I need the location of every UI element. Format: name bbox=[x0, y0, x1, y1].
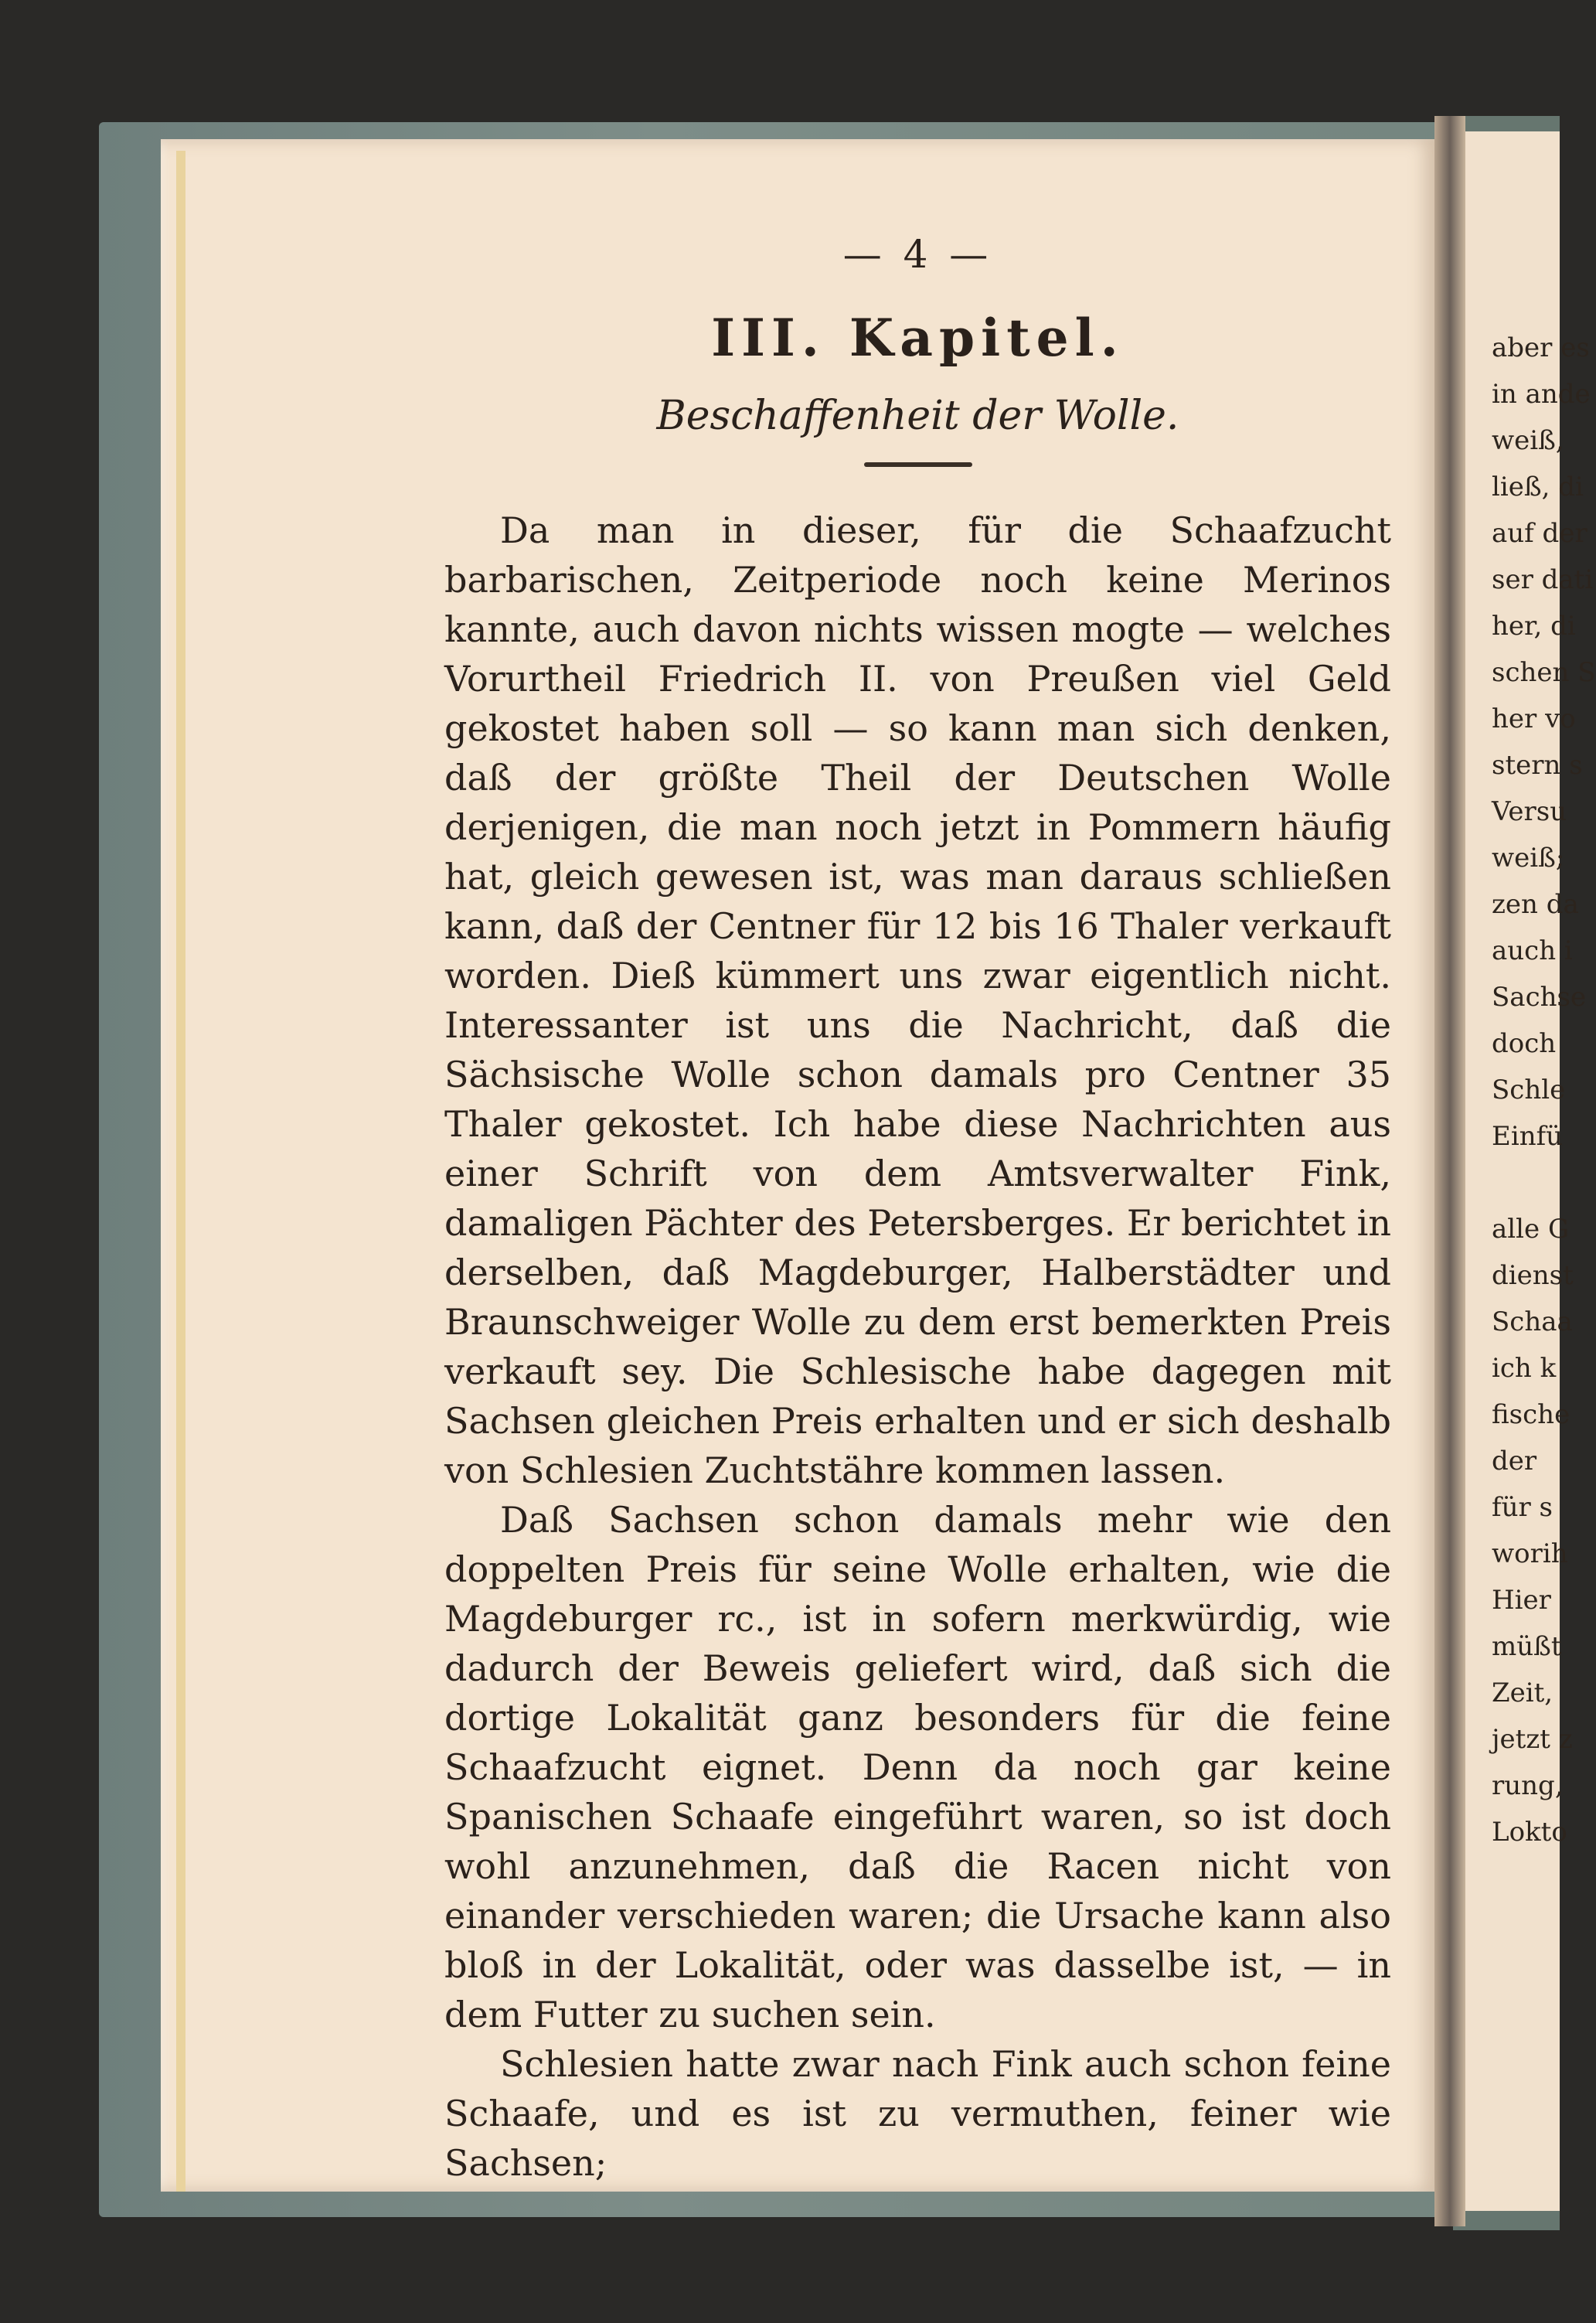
paragraph: Schlesien hatte zwar nach Fink auch schon feine Schaafe, und es ist zu vermuthen, feiner wie Sachsen; bbox=[444, 2043, 1391, 2184]
facing-page-line: stern s bbox=[1492, 750, 1583, 781]
book-gutter bbox=[1434, 116, 1465, 2226]
facing-page-line bbox=[1492, 1160, 1560, 1206]
facing-page-line: in ande bbox=[1492, 379, 1591, 410]
facing-page-line: auf der bbox=[1492, 518, 1587, 549]
facing-page-line: Schaa bbox=[1492, 1306, 1573, 1337]
facing-page-line: müßt bbox=[1492, 1631, 1562, 1662]
facing-page-line: Einfü bbox=[1492, 1121, 1564, 1152]
facing-page-text bbox=[1492, 325, 1596, 1855]
facing-page-line: der bbox=[1492, 1446, 1537, 1477]
facing-page-line: Versu bbox=[1492, 796, 1567, 827]
facing-page-line: für s bbox=[1492, 1492, 1553, 1523]
facing-page-line: fische bbox=[1492, 1399, 1570, 1430]
facing-page-line: dienst bbox=[1492, 1260, 1574, 1291]
page-number: — 4 — bbox=[842, 232, 993, 277]
facing-page-line: alle G bbox=[1492, 1214, 1570, 1245]
chapter-subtitle: Beschaffenheit der Wolle. bbox=[656, 393, 1179, 439]
facing-page-line: Schle bbox=[1492, 1075, 1566, 1105]
facing-page-line: Lokto bbox=[1492, 1817, 1567, 1848]
facing-page-line: auch i bbox=[1492, 935, 1573, 966]
ornamental-rule bbox=[864, 462, 972, 467]
facing-page-line: worih bbox=[1492, 1538, 1568, 1569]
facing-page-line: doch bbox=[1492, 1028, 1557, 1059]
facing-page-line: schen S bbox=[1492, 657, 1596, 688]
facing-page-line: her vo bbox=[1492, 703, 1576, 734]
facing-page-line: weiß, bbox=[1492, 425, 1564, 456]
facing-page-line: ließ, di bbox=[1492, 472, 1584, 502]
chapter-heading: III. Kapitel. bbox=[711, 308, 1125, 368]
paragraph: Daß Sachsen schon damals mehr wie den doppelten Preis für seine Wolle erhalten, wie die Magdeburger rc., ist in sofern merkwürdig, wie dadurch der Beweis geliefert wird, daß sich die dortige Lokalität ganz besonders für die feine Schaafzucht eignet. Denn da noch gar keine Spanischen Schaafe eingeführt waren, so ist doch wohl anzunehmen, daß die Racen nicht von einander verschieden waren; die Ursache kann also bloß in der Lokalität, oder was dasselbe ist, — in dem Futter zu suchen sein. bbox=[444, 1499, 1391, 2035]
facing-page-line: ich k bbox=[1492, 1353, 1557, 1384]
facing-page-line: Hier bbox=[1492, 1585, 1551, 1616]
facing-page-line: her, di bbox=[1492, 611, 1576, 642]
facing-page-line: aber es bbox=[1492, 332, 1590, 363]
page-text-block bbox=[444, 232, 1391, 2188]
facing-page-line: jetzt z bbox=[1492, 1724, 1573, 1755]
facing-page-line: rung, bbox=[1492, 1770, 1564, 1801]
facing-page-line: zen da bbox=[1492, 889, 1579, 920]
facing-page-line: ser dati bbox=[1492, 564, 1594, 595]
facing-page-line: weiß; bbox=[1492, 843, 1565, 874]
facing-page-line: Zeit, bbox=[1492, 1678, 1553, 1708]
page-edge bbox=[176, 151, 185, 2192]
facing-page-line: Sachse bbox=[1492, 982, 1587, 1013]
paragraph: Da man in dieser, für die Schaafzucht barbarischen, Zeitperiode noch keine Merinos kannte, auch davon nichts wissen mogte — welches Vorurtheil Friedrich II. von Preußen viel Geld gekostet haben soll — so kann man sich denken, daß der größte Theil der Deutschen Wolle derjenigen, die man noch jetzt in Pommern häufig hat, gleich gewesen ist, was man daraus schließen kann, daß der Centner für 12 bis 16 Thaler verkauft worden. Dieß kümmert uns zwar eigentlich nicht. Interessanter ist uns die Nachricht, daß die Sächsische Wolle schon damals pro Centner 35 Thaler gekostet. Ich habe diese Nachrichten aus einer Schrift von dem Amtsverwalter Fink, damaligen Pächter des Petersberges. Er berichtet in derselben, daß Magdeburger, Halberstädter und Braunschweiger Wolle zu dem erst bemerkten Preis verkauft sey. Die Schlesische habe dagegen mit Sachsen gleichen Preis erhalten und er sich deshalb von Schlesien Zuchtstähre kommen lassen. bbox=[444, 509, 1391, 1491]
